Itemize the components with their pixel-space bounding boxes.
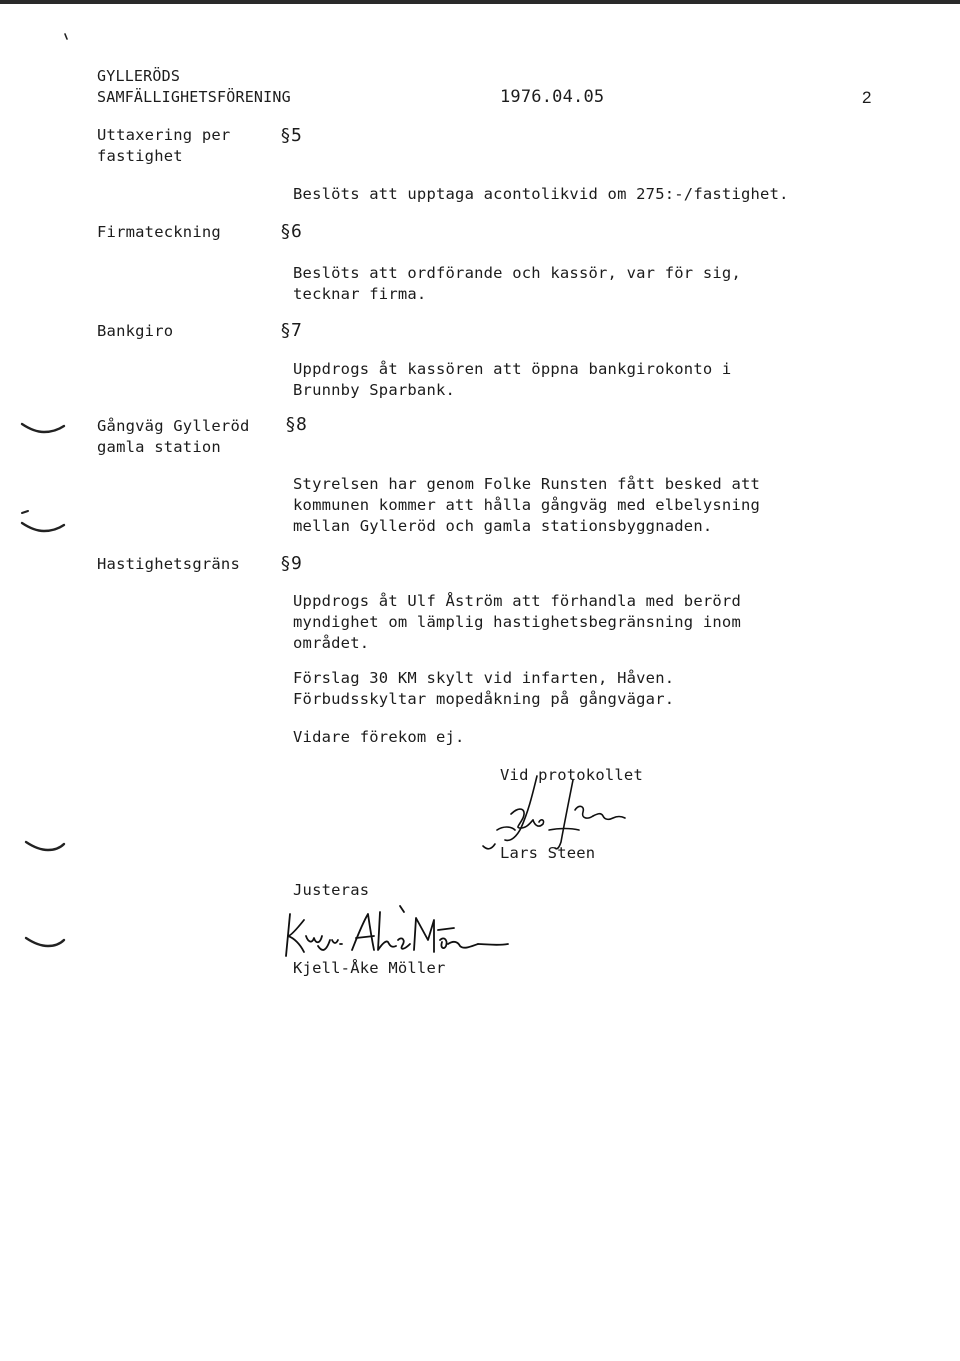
margin-label-line: Hastighetsgräns xyxy=(97,555,240,573)
section-body-line: Uppdrogs åt Ulf Åström att förhandla med berörd xyxy=(293,592,741,610)
section-body-line: Beslöts att upptaga acontolikvid om 275:-/fastighet. xyxy=(293,185,789,203)
adjuster-label: Justeras xyxy=(293,881,370,899)
minutes-taker-label: Vid protokollet xyxy=(500,766,643,784)
margin-check-mark-icon xyxy=(22,932,68,952)
kjell-ake-moller-signature xyxy=(282,900,512,960)
section-body-line: Förslag 30 KM skylt vid infarten, Håven. xyxy=(293,669,675,687)
org-name-line2: SAMFÄLLIGHETSFÖRENING xyxy=(97,88,291,106)
minutes-taker-name: Lars Steen xyxy=(500,844,596,862)
top-border-line xyxy=(0,0,960,4)
section-number: §6 xyxy=(280,221,303,242)
margin-label-line: gamla station xyxy=(97,438,221,456)
ink-speck-icon xyxy=(62,33,70,41)
margin-label-line: Uttaxering per xyxy=(97,126,231,144)
section-body-line: Uppdrogs åt kassören att öppna bankgirokonto i xyxy=(293,360,732,378)
section-number: §7 xyxy=(280,320,303,341)
page-number: 2 xyxy=(862,88,872,107)
org-name-line1: GYLLERÖDS xyxy=(97,67,181,85)
section-number: §8 xyxy=(285,414,308,435)
section-body-line: Brunnby Sparbank. xyxy=(293,381,456,399)
section-body-line: Beslöts att ordförande och kassör, var för sig, xyxy=(293,264,741,282)
margin-label-line: fastighet xyxy=(97,147,183,165)
meeting-date: 1976.04.05 xyxy=(500,87,605,107)
section-body-line: tecknar firma. xyxy=(293,285,427,303)
margin-check-mark-icon xyxy=(18,418,68,438)
adjuster-name: Kjell-Åke Möller xyxy=(293,959,446,977)
section-body-line: området. xyxy=(293,634,370,652)
section-body-line: mellan Gylleröd och gamla stationsbyggnaden. xyxy=(293,517,713,535)
margin-label-line: Firmateckning xyxy=(97,223,221,241)
margin-label-line: Gångväg Gylleröd xyxy=(97,417,250,435)
section-body-line: kommunen kommer att hålla gångväg med elbelysning xyxy=(293,496,761,514)
margin-label-line: Bankgiro xyxy=(97,322,174,340)
margin-check-mark-icon xyxy=(22,836,68,856)
section-number: §9 xyxy=(280,553,303,574)
margin-check-mark-icon xyxy=(18,505,70,539)
section-number: §5 xyxy=(280,125,303,146)
section-body-line: Förbudsskyltar mopedåkning på gångvägar. xyxy=(293,690,675,708)
section-body-line: myndighet om lämplig hastighetsbegränsning inom xyxy=(293,613,741,631)
section-body-line: Styrelsen har genom Folke Runsten fått besked att xyxy=(293,475,761,493)
closing-line: Vidare förekom ej. xyxy=(293,728,465,746)
